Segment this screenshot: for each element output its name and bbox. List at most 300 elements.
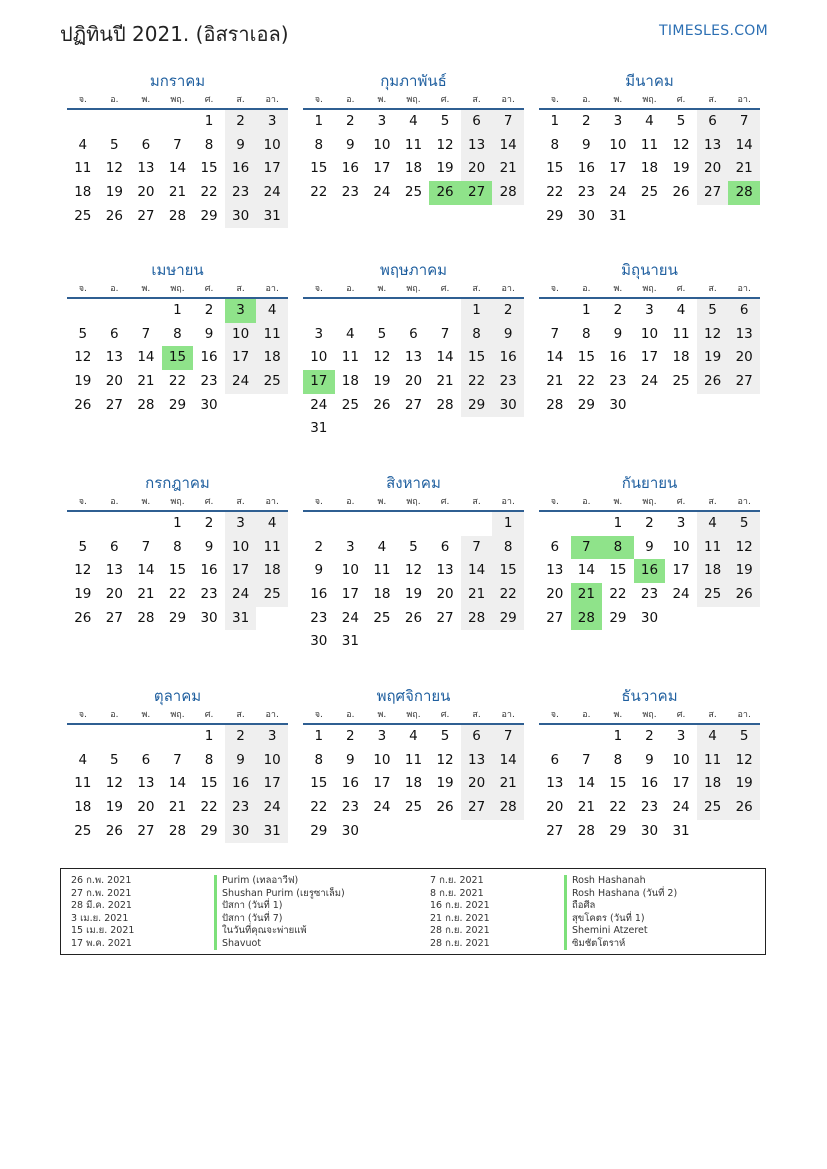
day-cell[interactable]: 28 — [168, 822, 187, 839]
day-cell[interactable]: 3 — [314, 325, 324, 342]
day-cell[interactable]: 30 — [640, 609, 659, 626]
day-cell[interactable]: 19 — [672, 160, 690, 177]
day-cell[interactable]: 29 — [577, 396, 595, 413]
day-cell[interactable]: 23 — [492, 370, 524, 394]
day-cell[interactable]: 22 — [168, 373, 187, 390]
day-cell[interactable]: 14 — [137, 349, 155, 366]
day-cell[interactable]: 20 — [105, 586, 123, 603]
day-cell[interactable]: 27 — [105, 609, 123, 626]
day-cell[interactable]: 18 — [341, 373, 359, 390]
day-cell[interactable]: 8 — [173, 538, 182, 555]
day-cell[interactable]: 13 — [546, 562, 564, 579]
day-cell[interactable]: 13 — [697, 134, 729, 158]
day-cell[interactable]: 4 — [377, 538, 387, 555]
day-cell[interactable]: 25 — [373, 609, 391, 626]
day-cell[interactable]: 27 — [137, 822, 155, 839]
day-cell[interactable]: 23 — [577, 184, 595, 201]
day-cell[interactable]: 2 — [645, 515, 654, 531]
day-cell[interactable]: 20 — [137, 799, 155, 816]
day-cell[interactable]: 20 — [728, 346, 760, 370]
day-cell[interactable]: 2 — [613, 302, 623, 318]
day-cell[interactable]: 19 — [105, 799, 123, 816]
day-cell[interactable]: 2 — [582, 113, 591, 129]
day-cell[interactable]: 13 — [546, 775, 564, 792]
day-cell[interactable]: 26 — [672, 184, 690, 201]
day-cell[interactable]: 4 — [697, 512, 729, 536]
day-cell[interactable]: 16 — [200, 349, 218, 366]
day-cell[interactable]: 22 — [546, 184, 564, 201]
day-cell[interactable]: 28 — [571, 607, 603, 631]
day-cell[interactable]: 15 — [310, 160, 328, 177]
day-cell[interactable]: 3 — [225, 512, 257, 536]
day-cell[interactable]: 23 — [640, 586, 659, 603]
day-cell[interactable]: 5 — [728, 512, 760, 536]
day-cell[interactable]: 7 — [461, 536, 493, 560]
day-cell[interactable]: 20 — [105, 373, 123, 390]
day-cell[interactable]: 17 — [640, 349, 659, 366]
day-cell[interactable]: 5 — [697, 299, 729, 323]
day-cell[interactable]: 30 — [341, 822, 359, 839]
day-cell[interactable]: 14 — [168, 775, 187, 792]
day-cell[interactable]: 1 — [461, 299, 493, 323]
day-cell[interactable]: 12 — [728, 536, 760, 560]
day-cell[interactable]: 25 — [256, 583, 288, 607]
day-cell[interactable]: 12 — [105, 775, 123, 792]
day-cell[interactable]: 9 — [225, 134, 257, 158]
day-cell[interactable]: 21 — [571, 583, 603, 607]
day-cell[interactable]: 1 — [314, 728, 324, 744]
day-cell[interactable]: 6 — [550, 538, 560, 555]
day-cell[interactable]: 16 — [492, 346, 524, 370]
day-cell[interactable]: 21 — [461, 583, 493, 607]
day-cell[interactable]: 22 — [577, 373, 595, 390]
day-cell[interactable]: 26 — [728, 583, 760, 607]
day-cell[interactable]: 1 — [492, 512, 524, 536]
day-cell[interactable]: 17 — [672, 775, 690, 792]
day-cell[interactable]: 12 — [436, 136, 454, 153]
day-cell[interactable]: 13 — [105, 349, 123, 366]
day-cell[interactable]: 12 — [373, 349, 391, 366]
day-cell[interactable]: 26 — [436, 799, 454, 816]
day-cell[interactable]: 17 — [609, 160, 627, 177]
day-cell[interactable]: 24 — [672, 799, 690, 816]
day-cell[interactable]: 10 — [341, 562, 359, 579]
day-cell[interactable]: 25 — [640, 184, 659, 201]
day-cell[interactable]: 18 — [404, 775, 423, 792]
day-cell[interactable]: 29 — [200, 822, 218, 839]
day-cell[interactable]: 20 — [137, 184, 155, 201]
day-cell[interactable]: 14 — [577, 775, 595, 792]
day-cell[interactable]: 30 — [200, 396, 218, 413]
day-cell[interactable]: 27 — [728, 370, 760, 394]
day-cell[interactable]: 28 — [728, 181, 760, 205]
day-cell[interactable]: 4 — [78, 136, 88, 153]
day-cell[interactable]: 20 — [546, 799, 564, 816]
day-cell[interactable]: 23 — [310, 609, 328, 626]
day-cell[interactable]: 22 — [310, 799, 328, 816]
day-cell[interactable]: 18 — [256, 559, 288, 583]
day-cell[interactable]: 5 — [377, 325, 387, 342]
day-cell[interactable]: 22 — [200, 799, 218, 816]
day-cell[interactable]: 31 — [225, 607, 257, 631]
day-cell[interactable]: 5 — [110, 751, 119, 768]
day-cell[interactable]: 1 — [613, 515, 623, 531]
day-cell[interactable]: 23 — [341, 184, 359, 201]
day-cell[interactable]: 11 — [341, 349, 359, 366]
day-cell[interactable]: 20 — [436, 586, 454, 603]
day-cell[interactable]: 3 — [256, 110, 288, 134]
day-cell[interactable]: 17 — [303, 370, 335, 394]
day-cell[interactable]: 27 — [697, 181, 729, 205]
day-cell[interactable]: 8 — [204, 751, 214, 768]
day-cell[interactable]: 18 — [74, 799, 92, 816]
day-cell[interactable]: 26 — [728, 796, 760, 820]
day-cell[interactable]: 29 — [609, 609, 627, 626]
day-cell[interactable]: 4 — [409, 728, 418, 744]
day-cell[interactable]: 16 — [200, 562, 218, 579]
day-cell[interactable]: 24 — [373, 799, 391, 816]
day-cell[interactable]: 28 — [436, 396, 454, 413]
day-cell[interactable]: 1 — [613, 728, 623, 744]
day-cell[interactable]: 26 — [74, 609, 92, 626]
day-cell[interactable]: 26 — [74, 396, 92, 413]
day-cell[interactable]: 27 — [436, 609, 454, 626]
day-cell[interactable]: 3 — [676, 728, 686, 744]
day-cell[interactable]: 30 — [492, 394, 524, 418]
day-cell[interactable]: 18 — [404, 160, 423, 177]
day-cell[interactable]: 15 — [609, 562, 627, 579]
day-cell[interactable]: 7 — [582, 751, 591, 768]
day-cell[interactable]: 7 — [492, 725, 524, 749]
day-cell[interactable]: 12 — [436, 751, 454, 768]
day-cell[interactable]: 17 — [373, 775, 391, 792]
day-cell[interactable]: 11 — [404, 751, 423, 768]
day-cell[interactable]: 10 — [310, 349, 328, 366]
day-cell[interactable]: 14 — [436, 349, 454, 366]
day-cell[interactable]: 20 — [546, 586, 564, 603]
day-cell[interactable]: 22 — [310, 184, 328, 201]
day-cell[interactable]: 5 — [440, 728, 450, 744]
day-cell[interactable]: 5 — [409, 538, 418, 555]
day-cell[interactable]: 7 — [440, 325, 450, 342]
day-cell[interactable]: 3 — [346, 538, 355, 555]
day-cell[interactable]: 21 — [577, 799, 595, 816]
day-cell[interactable]: 18 — [697, 559, 729, 583]
day-cell[interactable]: 20 — [461, 157, 493, 181]
day-cell[interactable]: 4 — [409, 113, 418, 129]
day-cell[interactable]: 8 — [602, 536, 634, 560]
day-cell[interactable]: 22 — [200, 184, 218, 201]
day-cell[interactable]: 9 — [582, 136, 591, 153]
day-cell[interactable]: 29 — [310, 822, 328, 839]
day-cell[interactable]: 6 — [550, 751, 560, 768]
day-cell[interactable]: 12 — [728, 749, 760, 773]
day-cell[interactable]: 6 — [728, 299, 760, 323]
day-cell[interactable]: 25 — [256, 370, 288, 394]
day-cell[interactable]: 29 — [168, 396, 187, 413]
day-cell[interactable]: 2 — [645, 728, 654, 744]
day-cell[interactable]: 11 — [697, 536, 729, 560]
day-cell[interactable]: 7 — [492, 110, 524, 134]
day-cell[interactable]: 15 — [461, 346, 493, 370]
day-cell[interactable]: 31 — [672, 822, 690, 839]
day-cell[interactable]: 10 — [225, 323, 257, 347]
day-cell[interactable]: 6 — [141, 136, 151, 153]
day-cell[interactable]: 25 — [672, 373, 690, 390]
day-cell[interactable]: 9 — [225, 749, 257, 773]
day-cell[interactable]: 29 — [609, 822, 627, 839]
day-cell[interactable]: 10 — [225, 536, 257, 560]
day-cell[interactable]: 16 — [609, 349, 627, 366]
day-cell[interactable]: 8 — [492, 536, 524, 560]
day-cell[interactable]: 12 — [697, 323, 729, 347]
day-cell[interactable]: 2 — [314, 538, 324, 555]
day-cell[interactable]: 6 — [141, 751, 151, 768]
day-cell[interactable]: 26 — [105, 822, 123, 839]
day-cell[interactable]: 20 — [404, 373, 423, 390]
day-cell[interactable]: 21 — [492, 772, 524, 796]
day-cell[interactable]: 19 — [436, 775, 454, 792]
day-cell[interactable]: 2 — [204, 515, 214, 531]
day-cell[interactable]: 19 — [728, 772, 760, 796]
day-cell[interactable]: 6 — [697, 110, 729, 134]
day-cell[interactable]: 10 — [609, 136, 627, 153]
day-cell[interactable]: 11 — [74, 160, 92, 177]
day-cell[interactable]: 31 — [256, 205, 288, 229]
day-cell[interactable]: 16 — [341, 775, 359, 792]
day-cell[interactable]: 2 — [346, 113, 355, 129]
day-cell[interactable]: 11 — [256, 323, 288, 347]
day-cell[interactable]: 19 — [404, 586, 423, 603]
day-cell[interactable]: 6 — [461, 725, 493, 749]
day-cell[interactable]: 3 — [645, 302, 654, 318]
day-cell[interactable]: 24 — [225, 370, 257, 394]
day-cell[interactable]: 22 — [168, 586, 187, 603]
day-cell[interactable]: 29 — [546, 207, 564, 224]
day-cell[interactable]: 28 — [137, 396, 155, 413]
day-cell[interactable]: 2 — [492, 299, 524, 323]
day-cell[interactable]: 23 — [341, 799, 359, 816]
day-cell[interactable]: 2 — [346, 728, 355, 744]
day-cell[interactable]: 7 — [728, 110, 760, 134]
day-cell[interactable]: 28 — [546, 396, 564, 413]
day-cell[interactable]: 29 — [168, 609, 187, 626]
day-cell[interactable]: 1 — [173, 302, 182, 318]
day-cell[interactable]: 21 — [728, 157, 760, 181]
day-cell[interactable]: 14 — [137, 562, 155, 579]
day-cell[interactable]: 26 — [105, 207, 123, 224]
day-cell[interactable]: 24 — [310, 396, 328, 413]
day-cell[interactable]: 29 — [492, 607, 524, 631]
day-cell[interactable]: 16 — [577, 160, 595, 177]
day-cell[interactable]: 18 — [697, 772, 729, 796]
day-cell[interactable]: 31 — [609, 207, 627, 224]
day-cell[interactable]: 1 — [550, 113, 560, 129]
day-cell[interactable]: 25 — [697, 583, 729, 607]
day-cell[interactable]: 17 — [341, 586, 359, 603]
day-cell[interactable]: 12 — [404, 562, 423, 579]
day-cell[interactable]: 8 — [314, 751, 324, 768]
day-cell[interactable]: 2 — [225, 725, 257, 749]
day-cell[interactable]: 21 — [137, 373, 155, 390]
day-cell[interactable]: 21 — [436, 373, 454, 390]
day-cell[interactable]: 5 — [676, 113, 686, 129]
day-cell[interactable]: 15 — [310, 775, 328, 792]
day-cell[interactable]: 4 — [256, 299, 288, 323]
day-cell[interactable]: 23 — [609, 373, 627, 390]
day-cell[interactable]: 14 — [728, 134, 760, 158]
day-cell[interactable]: 23 — [640, 799, 659, 816]
day-cell[interactable]: 4 — [346, 325, 355, 342]
day-cell[interactable]: 17 — [225, 559, 257, 583]
day-cell[interactable]: 8 — [204, 136, 214, 153]
day-cell[interactable]: 13 — [404, 349, 423, 366]
day-cell[interactable]: 24 — [225, 583, 257, 607]
day-cell[interactable]: 22 — [609, 586, 627, 603]
day-cell[interactable]: 6 — [110, 538, 119, 555]
day-cell[interactable]: 11 — [404, 136, 423, 153]
day-cell[interactable]: 9 — [645, 538, 654, 555]
day-cell[interactable]: 28 — [492, 796, 524, 820]
day-cell[interactable]: 12 — [105, 160, 123, 177]
day-cell[interactable]: 16 — [341, 160, 359, 177]
day-cell[interactable]: 27 — [404, 396, 423, 413]
day-cell[interactable]: 13 — [105, 562, 123, 579]
day-cell[interactable]: 3 — [377, 113, 387, 129]
day-cell[interactable]: 10 — [640, 325, 659, 342]
day-cell[interactable]: 16 — [225, 157, 257, 181]
day-cell[interactable]: 19 — [74, 373, 92, 390]
day-cell[interactable]: 9 — [346, 751, 355, 768]
day-cell[interactable]: 3 — [676, 515, 686, 531]
day-cell[interactable]: 29 — [461, 394, 493, 418]
day-cell[interactable]: 6 — [409, 325, 418, 342]
day-cell[interactable]: 24 — [256, 181, 288, 205]
day-cell[interactable]: 8 — [461, 323, 493, 347]
day-cell[interactable]: 19 — [436, 160, 454, 177]
day-cell[interactable]: 4 — [256, 512, 288, 536]
day-cell[interactable]: 24 — [341, 609, 359, 626]
day-cell[interactable]: 11 — [373, 562, 391, 579]
day-cell[interactable]: 1 — [204, 113, 214, 129]
day-cell[interactable]: 23 — [225, 796, 257, 820]
day-cell[interactable]: 27 — [546, 609, 564, 626]
day-cell[interactable]: 10 — [672, 751, 690, 768]
day-cell[interactable]: 15 — [492, 559, 524, 583]
day-cell[interactable]: 13 — [436, 562, 454, 579]
day-cell[interactable]: 3 — [377, 728, 387, 744]
day-cell[interactable]: 3 — [613, 113, 623, 129]
day-cell[interactable]: 4 — [697, 725, 729, 749]
day-cell[interactable]: 9 — [204, 325, 214, 342]
day-cell[interactable]: 26 — [373, 396, 391, 413]
day-cell[interactable]: 18 — [640, 160, 659, 177]
day-cell[interactable]: 30 — [577, 207, 595, 224]
day-cell[interactable]: 19 — [728, 559, 760, 583]
day-cell[interactable]: 23 — [200, 373, 218, 390]
day-cell[interactable]: 28 — [461, 607, 493, 631]
day-cell[interactable]: 10 — [256, 749, 288, 773]
day-cell[interactable]: 30 — [200, 609, 218, 626]
day-cell[interactable]: 14 — [492, 749, 524, 773]
day-cell[interactable]: 15 — [200, 160, 218, 177]
day-cell[interactable]: 9 — [204, 538, 214, 555]
day-cell[interactable]: 14 — [461, 559, 493, 583]
day-cell[interactable]: 5 — [110, 136, 119, 153]
day-cell[interactable]: 27 — [461, 181, 493, 205]
day-cell[interactable]: 10 — [373, 751, 391, 768]
day-cell[interactable]: 11 — [672, 325, 690, 342]
day-cell[interactable]: 24 — [640, 373, 659, 390]
day-cell[interactable]: 26 — [429, 181, 461, 205]
day-cell[interactable]: 3 — [256, 725, 288, 749]
day-cell[interactable]: 30 — [609, 396, 627, 413]
day-cell[interactable]: 20 — [697, 157, 729, 181]
day-cell[interactable]: 28 — [577, 822, 595, 839]
day-cell[interactable]: 7 — [173, 136, 182, 153]
day-cell[interactable]: 12 — [74, 562, 92, 579]
day-cell[interactable]: 14 — [546, 349, 564, 366]
day-cell[interactable]: 7 — [550, 325, 560, 342]
day-cell[interactable]: 14 — [168, 160, 187, 177]
day-cell[interactable]: 9 — [346, 136, 355, 153]
day-cell[interactable]: 14 — [577, 562, 595, 579]
day-cell[interactable]: 8 — [613, 751, 623, 768]
day-cell[interactable]: 25 — [404, 799, 423, 816]
day-cell[interactable]: 1 — [173, 515, 182, 531]
day-cell[interactable]: 31 — [310, 420, 328, 437]
day-cell[interactable]: 8 — [550, 136, 560, 153]
day-cell[interactable]: 7 — [141, 538, 151, 555]
day-cell[interactable]: 17 — [373, 160, 391, 177]
day-cell[interactable]: 11 — [697, 749, 729, 773]
day-cell[interactable]: 5 — [440, 113, 450, 129]
day-cell[interactable]: 9 — [314, 562, 324, 579]
day-cell[interactable]: 21 — [137, 586, 155, 603]
day-cell[interactable]: 31 — [341, 633, 359, 650]
day-cell[interactable]: 28 — [492, 181, 524, 205]
day-cell[interactable]: 16 — [634, 559, 666, 583]
day-cell[interactable]: 5 — [78, 325, 88, 342]
day-cell[interactable]: 19 — [105, 184, 123, 201]
day-cell[interactable]: 13 — [728, 323, 760, 347]
day-cell[interactable]: 20 — [461, 772, 493, 796]
day-cell[interactable]: 1 — [314, 113, 324, 129]
day-cell[interactable]: 25 — [404, 184, 423, 201]
day-cell[interactable]: 30 — [225, 205, 257, 229]
day-cell[interactable]: 30 — [310, 633, 328, 650]
day-cell[interactable]: 15 — [546, 160, 564, 177]
day-cell[interactable]: 16 — [225, 772, 257, 796]
day-cell[interactable]: 3 — [225, 299, 257, 323]
day-cell[interactable]: 6 — [461, 110, 493, 134]
day-cell[interactable]: 19 — [373, 373, 391, 390]
day-cell[interactable]: 17 — [672, 562, 690, 579]
day-cell[interactable]: 17 — [256, 772, 288, 796]
day-cell[interactable]: 14 — [492, 134, 524, 158]
day-cell[interactable]: 26 — [697, 370, 729, 394]
day-cell[interactable]: 18 — [256, 346, 288, 370]
day-cell[interactable]: 8 — [173, 325, 182, 342]
day-cell[interactable]: 19 — [697, 346, 729, 370]
day-cell[interactable]: 13 — [137, 160, 155, 177]
day-cell[interactable]: 24 — [256, 796, 288, 820]
day-cell[interactable]: 4 — [78, 751, 88, 768]
day-cell[interactable]: 1 — [582, 302, 591, 318]
day-cell[interactable]: 12 — [672, 136, 690, 153]
day-cell[interactable]: 18 — [74, 184, 92, 201]
day-cell[interactable]: 12 — [74, 349, 92, 366]
